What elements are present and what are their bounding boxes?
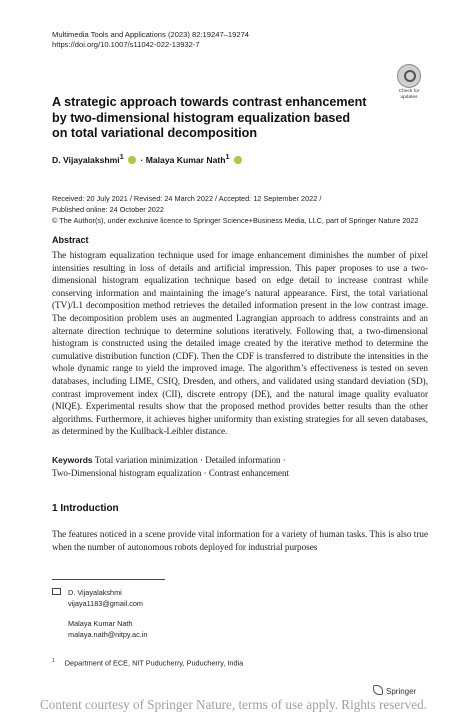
title-line: A strategic approach towards contrast enhancement (52, 95, 367, 109)
springer-logo (373, 685, 416, 696)
check-for-updates-icon (397, 64, 421, 88)
journal-citation: Multimedia Tools and Applications (2023) 82:19247–19274 (52, 30, 250, 39)
section-heading-introduction: 1 Introduction (52, 503, 119, 514)
orcid-icon[interactable] (128, 156, 136, 164)
courtesy-watermark: Content courtesy of Springer Nature, terms of use apply. Rights reserved. (40, 697, 427, 712)
author-list: D. Vijayalakshmi$^1$ · Malaya Kumar Nath$^1$ (52, 152, 244, 166)
correspondent-email[interactable]: vijaya1183@gmail.com (68, 599, 144, 608)
correspondent-name: Malaya Kumar Nath (68, 619, 133, 628)
title-line: by two-dimensional histogram equalization based (52, 110, 351, 125)
doi-link[interactable]: https://doi.org/10.1007/s11042-022-13932-7 (52, 40, 200, 49)
badge-label: Check for updates (398, 89, 420, 100)
dates-line: Received: 20 July 2021 / Revised: 24 March 2022 / Accepted: 12 September 2022 / (52, 194, 322, 203)
introduction-text: The features noticed in a scene provide vital information for a variety of human tasks. This is also true when the number of autonomous robots deployed for industrial purposes (52, 529, 428, 552)
springer-horse-icon (373, 685, 383, 695)
check-for-updates-badge[interactable] (392, 64, 426, 102)
keywords-line: Total variation minimization · Detailed information · (94, 455, 286, 465)
footnote-divider (52, 579, 165, 580)
abstract-heading: Abstract (52, 235, 89, 245)
author-name[interactable]: D. Vijayalakshmi (52, 154, 120, 165)
title-line: on total variational decomposition (52, 126, 258, 140)
dates-line: Published online: 24 October 2022 (52, 205, 164, 215)
envelope-icon (52, 588, 61, 595)
correspondent-email[interactable]: malaya.nath@nitpy.ac.in (68, 630, 148, 639)
keywords (52, 454, 432, 479)
publication-dates (52, 193, 418, 226)
keywords-label: Keywords (52, 455, 93, 465)
correspondent-name: D. Vijayalakshmi (68, 588, 122, 597)
publisher-name: Springer (386, 687, 417, 696)
author-separator: · (140, 154, 144, 165)
orcid-icon[interactable] (234, 156, 242, 164)
affiliation-text: Department of ECE, NIT Puducherry, Puducherry, India (64, 658, 244, 668)
affiliation: $^1$ Department of ECE, NIT Puducherry, Puducherry, India (52, 658, 244, 668)
correspondence-block (52, 587, 147, 640)
author-name[interactable]: Malaya Kumar Nath (145, 154, 226, 165)
abstract-text: The histogram equalization technique used for image enhancement diminishes the number of pixel intensities resulting in loss of details and artificial impression. This paper proposes to use a two-dimensional histogram equalization technique based on edge detail to increase contrast while conserving information and maintaining the image’s natural appearance. First, the total variational (TV)/L1 decomposition method retrieves the detailed information present in the low contrast image. The decomposition problem uses an augmented Lagrangian approach to address constraints and an alternate direction technique to determine solutions iteratively. Following that, a two-dimensional histogram is constructed using the detailed image created by the iterative method to determine the cumulative distribution function (CDF). Then the CDF is transferred to distribute the intensities in the whole dynamic range to yield the improved image. The algorithm’s effectiveness is tested on seven databases, including LIME, CSIQ, Dresden, and others, and validated using standard deviation (SD), contrast improvement index (CII), discrete entropy (DE), and the natural image quality evaluator (NIQE). Experimental results show that the proposed method provides better results than the other algorithms. Furthermore, it achieves higher uniformity than existing strategies for all seven databases, as determined by the Kullback-Leibler distance. (52, 250, 428, 437)
copyright-line: © The Author(s), under exclusive licence to Springer Science+Business Media, LLC, part of Springer Nature 2022 (52, 216, 419, 226)
keywords-line: Two-Dimensional histogram equalization · Contrast enhancement (52, 467, 290, 478)
paper-title (52, 95, 392, 142)
journal-header (52, 30, 249, 50)
